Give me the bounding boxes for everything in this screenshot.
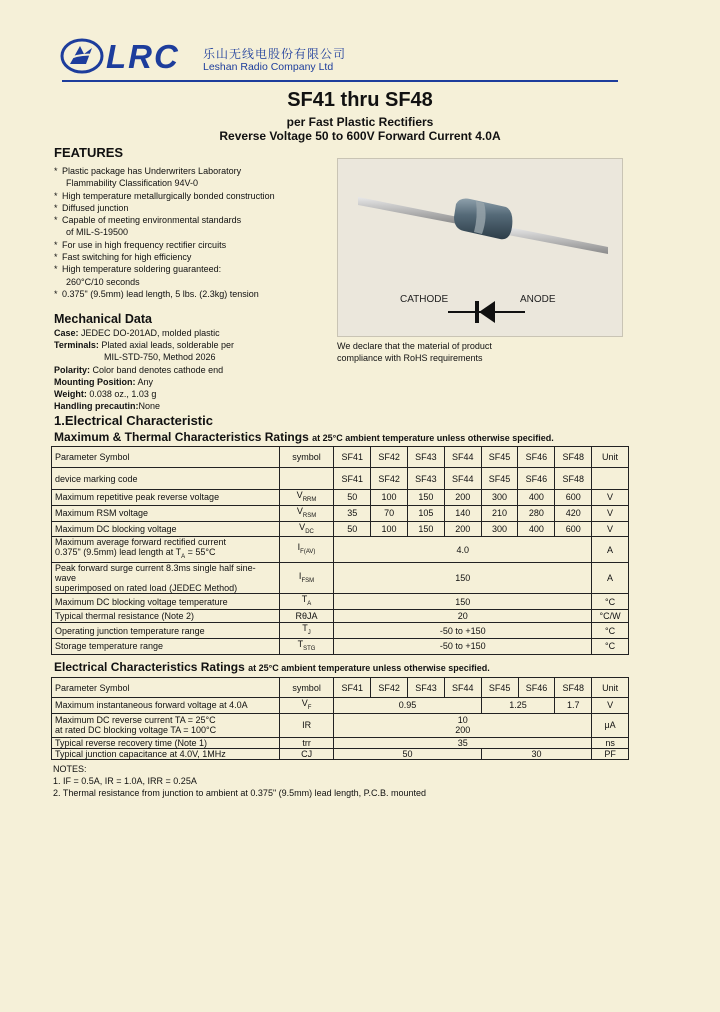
list-item: * For use in high frequency rectifier circuits — [54, 239, 227, 250]
list-item: * Diffused junction — [54, 202, 129, 213]
table-row: Maximum DC blocking voltage $V_{DC}$ 50 100 150 200 300 400 600 V — [52, 521, 629, 537]
table-row: device marking code SF41 SF42 SF43 SF44 SF45 SF46 SF48 — [52, 468, 629, 490]
max-ratings-table — [51, 446, 629, 655]
list-item: * Fast switching for high efficiency — [54, 252, 192, 263]
list-item: * 0.375" (9.5mm) lead length, 5 lbs. (2.3kg) tension — [54, 288, 259, 299]
table-row: Maximum average forward rectified current 0.375" (9.5mm) lead length at $T_A = 55^\circ C$ $I_{F(AV)}$ 4.0 A — [52, 537, 629, 563]
notes: NOTES: 1. IF = 0.5A, IR = 1.0A, IRR = 0.25A 2. Thermal resistance from junction to ambient at 0.375" (9.5mm) lead length, P.C.B. mounted — [53, 764, 427, 798]
table-row: Maximum RSM voltage $V_{RSM}$ 35 70 105 140 210 280 420 V — [52, 505, 629, 521]
rohs-statement: We declare that the material of product compliance with RoHS requirements — [337, 341, 492, 363]
section-heading: 1.Electrical Characteristic — [54, 413, 213, 428]
table-row: Maximum repetitive peak reverse voltage $V_{RRM}$ 50 100 150 200 300 400 600 V — [52, 490, 629, 506]
features-list — [54, 165, 324, 300]
page-title: SF41 thru SF48 — [287, 89, 433, 111]
table-row: Typical reverse recovery time (Note 1) trr 35 ns — [52, 737, 629, 748]
table-row: Storage temperature range $T_{STG}$ -50 to +150 °C — [52, 638, 629, 654]
diode-symbol-icon — [448, 301, 525, 323]
list-item: * Capable of meeting environmental standards — [54, 215, 242, 226]
list-item: Flammability Classification 94V-0 — [66, 178, 199, 189]
subtitle-ratings: Reverse Voltage 50 to 600V Forward Current 4.0A — [219, 129, 501, 143]
table1-title: Maximum & Thermal Characteristics Ratings at 25°C ambient temperature unless otherwise specified. — [54, 430, 554, 444]
table-row: Operating junction temperature range $T_J$ -50 to +150 °C — [52, 623, 629, 639]
table-row: Maximum DC blocking voltage temperature $T_A$ 150 °C — [52, 594, 629, 610]
list-item: * High temperature metallurgically bonded construction — [54, 190, 275, 201]
mechanical-heading: Mechanical Data — [54, 312, 152, 326]
table2-title: Electrical Characteristics Ratings at 25°C ambient temperature unless otherwise specified. — [54, 660, 490, 674]
table-row: Typical thermal resistance (Note 2) RθJA 20 °C/W — [52, 610, 629, 623]
table-row: Typical junction capacitance at 4.0V, 1MHz CJ 50 30 PF — [52, 748, 629, 759]
table-row: Parameter Symbol symbol SF41 SF42 SF43 SF44 SF45 SF46 SF48 Unit — [52, 447, 629, 468]
diode-package-image — [338, 159, 622, 336]
diode-figure — [337, 158, 623, 337]
features-heading: FEATURES — [54, 145, 124, 160]
list-item: * Plastic package has Underwriters Laboratory — [54, 166, 242, 176]
company-name-cn: 乐山无线电股份有限公司 — [203, 47, 347, 61]
company-name-en: Leshan Radio Company Ltd — [203, 61, 334, 73]
subtitle-product: per Fast Plastic Rectifiers — [286, 115, 434, 129]
list-item: of MIL-S-19500 — [66, 227, 129, 238]
cathode-label: CATHODE — [400, 294, 449, 305]
electrical-table — [51, 677, 629, 760]
table-row: Maximum DC reverse current TA = 25°C at rated DC blocking voltage TA = 100°C IR 10 200 μA — [52, 713, 629, 737]
lrc-logo-icon — [60, 38, 104, 74]
table-row: Parameter Symbol symbol SF41 SF42 SF43 SF44 SF45 SF46 SF48 Unit — [52, 678, 629, 698]
list-item: 260°C/10 seconds — [66, 276, 140, 287]
table-row: Maximum instantaneous forward voltage at 4.0A $V_F$ 0.95 1.25 1.7 V — [52, 698, 629, 714]
header-rule — [62, 80, 618, 82]
anode-label: ANODE — [520, 294, 556, 305]
logo-text: LRC — [106, 38, 180, 75]
mechanical-data: Case: JEDEC DO-201AD, molded plastic Terminals: Plated axial leads, solderable per MIL-STD-750, Method 2026 Polarity: Color band denotes cathode end Mounting Position: Any Weight: 0.038 oz., 1.03 g Handling precautin:None — [54, 328, 234, 412]
list-item: * High temperature soldering guaranteed: — [54, 264, 222, 275]
table-row: Peak forward surge current 8.3ms single half sine-wave superimposed on rated load (JEDEC Method) $I_{FSM}$ 150 A — [52, 563, 629, 594]
